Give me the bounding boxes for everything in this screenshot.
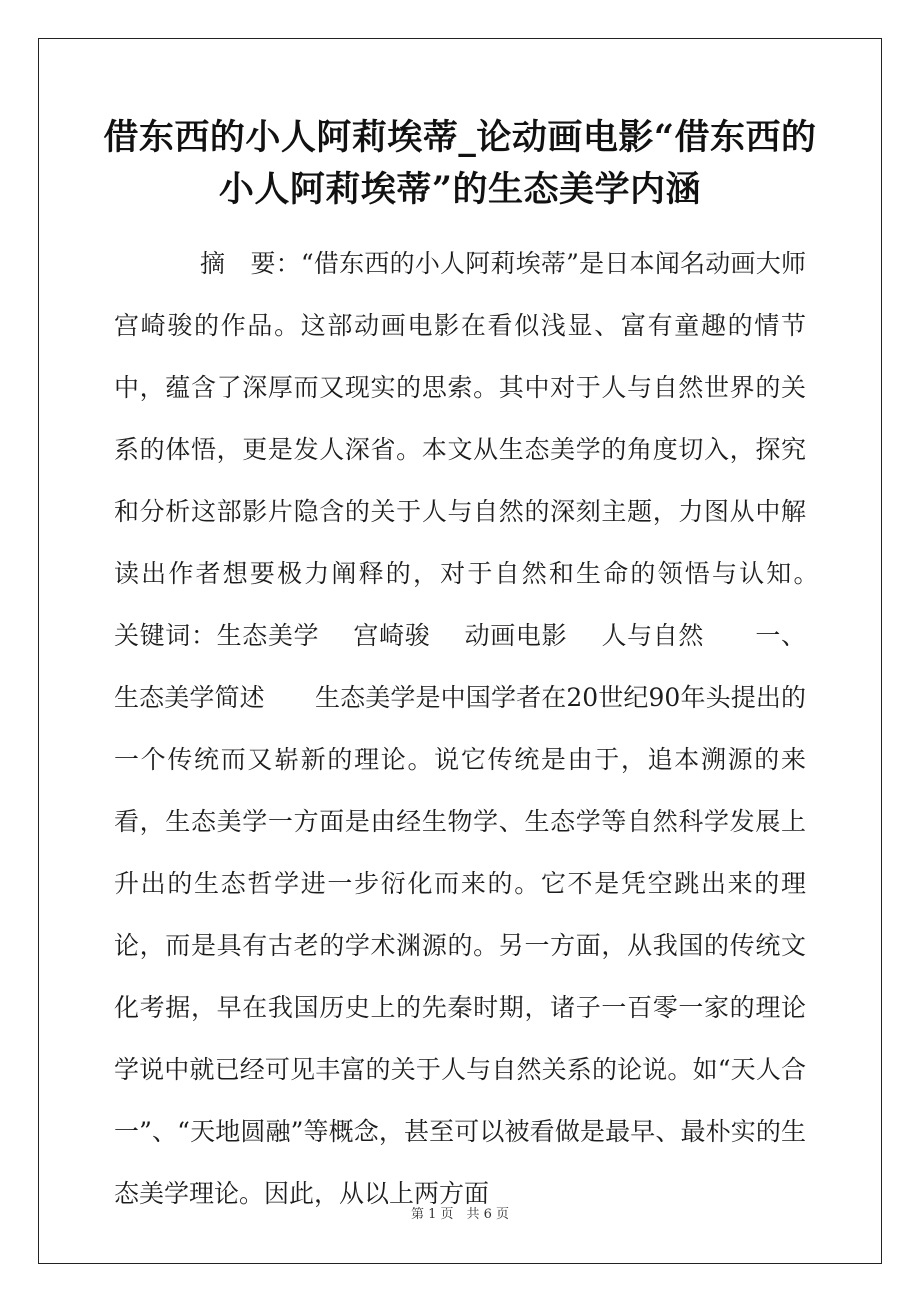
document-title: 借东西的小人阿莉埃蒂_论动画电影“借东西的小人阿莉埃蒂”的生态美学内涵	[103, 117, 817, 210]
page-number: 第 1 页 共 6 页	[410, 1207, 510, 1222]
page-footer	[0, 1206, 920, 1224]
body-paragraph: 摘 要：“借东西的小人阿莉埃蒂”是日本闻名动画大师宫崎骏的作品。这部动画电影在看似浅显、富有童趣的情节中，蕴含了深厚而又现实的思索。其中对于人与自然世界的关系的体悟，更是发人深省。本文从生态美学的角度切入，探究和分析这部影片隐含的关于人与自然的深刻主题，力图从中解读出作者想要极力阐释的，对于自然和生命的领悟与认知。 关键词：生态美学 宫崎骏 动画电影 人与自然 一、生态美学简述 生态美学是中国学者在20世纪90年头提出的一个传统而又崭新的理论。说它传统是由于，追本溯源的来看，生态美学一方面是由经生物学、生态学等自然科学发展上升出的生态哲学进一步衍化而来的。它不是凭空跳出来的理论，而是具有古老的学术渊源的。另一方面，从我国的传统文化考据，早在我国历史上的先秦时期，诸子一百零一家的理论学说中就已经可见丰富的关于人与自然关系的论说。如“天人合一”、“天地圆融”等概念，甚至可以被看做是最早、最朴实的生态美学理论。因此，从以上两方面	[114, 249, 857, 1208]
